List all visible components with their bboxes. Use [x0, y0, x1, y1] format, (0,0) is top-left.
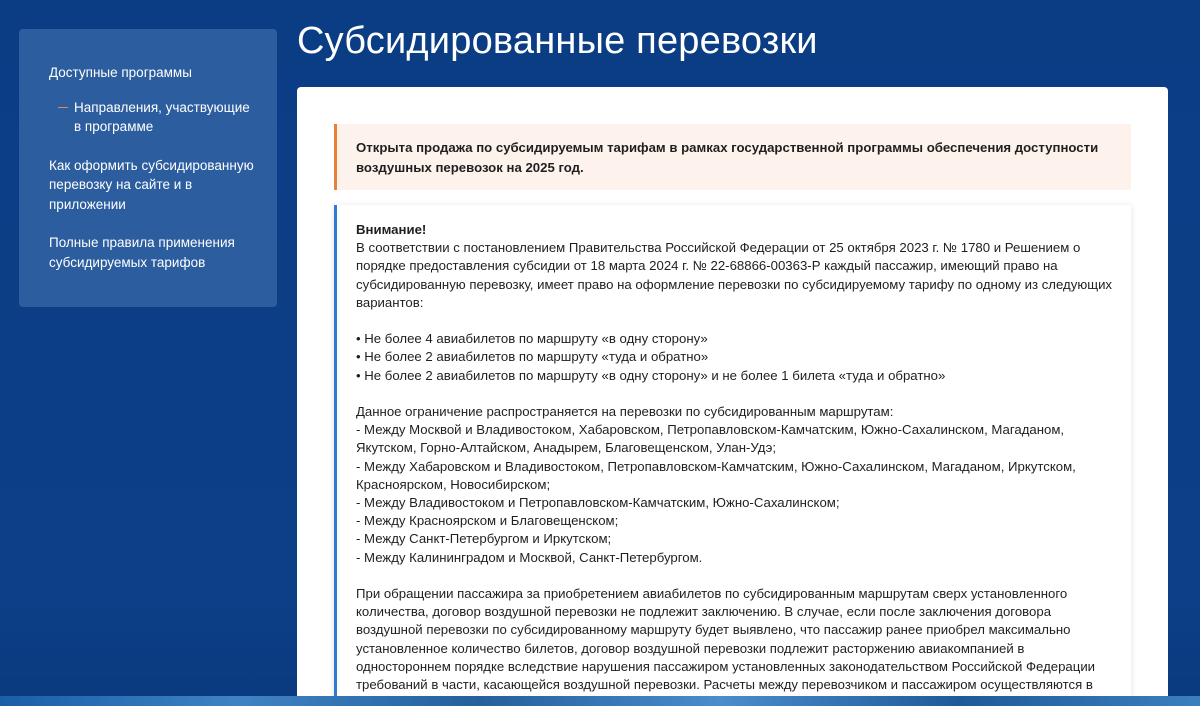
sidebar-item-directions-label: Направления, участвующие в программе — [74, 99, 250, 134]
route-item: - Между Санкт-Петербургом и Иркутском; — [356, 531, 612, 547]
sidebar-item-directions[interactable] — [49, 98, 257, 137]
route-item: - Между Москвой и Владивостоком, Хабаровском, Петропавловском-Камчатским, Южно-Сахалинском, Магаданом, Якутском, Горно-Алтайском, Анадырем, Благовещенском, Улан-Удэ; — [356, 422, 1065, 456]
option-item: • Не более 2 авиабилетов по маршруту «туда и обратно» — [356, 349, 709, 365]
sidebar-item-full-rules[interactable]: Полные правила применения субсидируемых тарифов — [49, 235, 235, 270]
page-title: Субсидированные перевозки — [297, 20, 818, 62]
closing-paragraph: При обращении пассажира за приобретением авиабилетов по субсидированным маршрутам сверх установленного количества, договор воздушной перевозки не подлежит заключению. В случае, если после заключения договора воздушной перевозки по субсидированному маршруту будет выявлено, что пассажир ранее приобрел максимально установленное количество билетов, договор воздушной перевозки подлежит расторжению авиакомпанией в одностороннем порядке вследствие нарушения пассажиром установленных законодательством Российской Федерации требований в части, касающейся воздушной перевозки. Расчеты между перевозчиком и пассажиром осуществляются в — [356, 586, 1096, 693]
sidebar-nav — [19, 29, 277, 307]
sidebar-item-how-to-book[interactable]: Как оформить субсидированную перевозку на сайте и в приложении — [49, 157, 254, 212]
attention-heading: Внимание! — [356, 222, 427, 237]
routes-intro: Данное ограничение распространяется на перевозки по субсидированным маршрутам: — [356, 404, 894, 419]
sale-notice-text: Открыта продажа по субсидируемым тарифам в рамках государственной программы обеспечения доступности воздушных перевозок на 2025 год. — [356, 140, 1099, 175]
route-item: - Между Калининградом и Москвой, Санкт-Петербургом. — [356, 549, 703, 565]
option-item: • Не более 2 авиабилетов по маршруту «в одну сторону» и не более 1 билета «туда и обратно» — [356, 367, 946, 383]
attention-info-block — [334, 205, 1131, 706]
route-item: - Между Владивостоком и Петропавловском-Камчатским, Южно-Сахалинском; — [356, 495, 840, 511]
route-item: - Между Красноярском и Благовещенском; — [356, 513, 619, 529]
content-card — [297, 87, 1168, 706]
route-item: - Между Хабаровском и Владивостоком, Петропавловском-Камчатским, Южно-Сахалинском, Магаданом, Иркутском, Красноярском, Новосибирском; — [356, 458, 1076, 492]
sidebar-item-available-programs[interactable]: Доступные программы — [49, 65, 192, 80]
bottom-decorative-strip — [0, 696, 1200, 706]
attention-intro: В соответствии с постановлением Правительства Российской Федерации от 25 октября 2023 г. № 1780 и Решением о порядке предоставления субсидии от 18 марта 2024 г. № 22-68866-00363-Р каждый пассажир, имеющий право на субсидированную перевозку, имеет право на оформление перевозки по субсидируемому тарифу по одному из следующих вариантов: — [356, 240, 1113, 310]
option-item: • Не более 4 авиабилетов по маршруту «в одну сторону» — [356, 331, 708, 347]
active-dash-marker — [58, 107, 68, 109]
sale-notice — [334, 124, 1131, 190]
